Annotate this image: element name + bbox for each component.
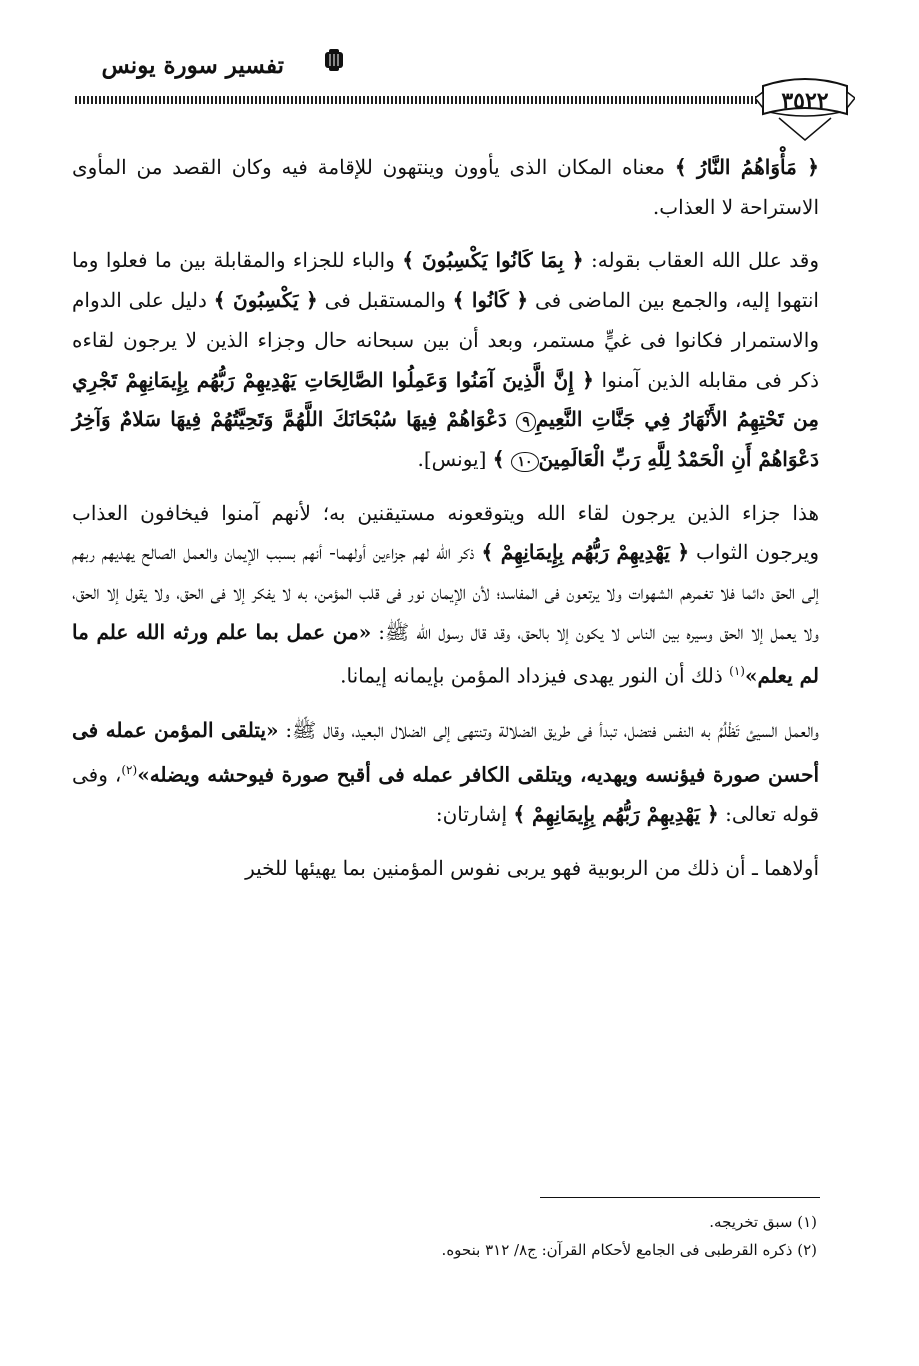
quran-verse: دَعْوَاهُمْ فِيهَا سُبْحَانَكَ اللَّهُمَّ وَتَحِيَّتُهُمْ فِيهَا سَلامٌ وَآخِرُ دَعْوَاهُمْ أَنِ الْحَمْدُ لِلَّهِ رَبِّ الْعَالَمِينَ [72, 407, 819, 471]
quran-verse: ﴿ إِنَّ الَّذِينَ آمَنُوا وَعَمِلُوا الصَّالِحَاتِ يَهْدِيهِمْ رَبُّهُم بِإِيمَانِهِمْ تَجْرِي مِن تَحْتِهِمُ الأَنْهَارُ فِي جَنَّاتِ النَّعِيمِ [72, 367, 819, 432]
hadith-quote: «يتلقى المؤمن عمله فى أحسن صورة فيؤنسه ويهديه، ويتلقى الكافر عمله فى أقبح صورة فيوحشه ويضله» [72, 717, 819, 787]
page-header [0, 0, 919, 140]
quran-verse: ﴿ يَكْسِبُونَ ﴾ [213, 288, 318, 313]
footnotes [120, 1208, 817, 1264]
footnote-rule [540, 1197, 820, 1198]
verse-number: ٩ [516, 412, 536, 432]
text-run: ، وفى قوله تعالى: [72, 762, 819, 826]
text-run: إشارتان: [435, 801, 514, 826]
quran-verse: ﴿ يَهْدِيهِمْ رَبُّهُم بِإِيمَانِهِمْ ﴾ [481, 540, 690, 565]
paragraph [72, 148, 819, 227]
page-number-badge [755, 62, 855, 142]
footnote-2: (٢) ذكره القرطبى فى الجامع لأحكام القرآن: ج٨/ ٣١٢ بنحوه. [441, 1241, 817, 1259]
text-run: هذا جزاء الذين يرجون لقاء الله ويتوقعونه مستيقنين به؛ لأنهم آمنوا فيخافون العذاب ويرجون الثواب [72, 500, 820, 565]
quran-verse: ﴿ كَانُوا ﴾ [452, 288, 529, 313]
paragraph [72, 494, 819, 697]
text-run: ذلك أن النور يهدى فيزداد المؤمن بإيمانه إيمانا. [340, 664, 730, 689]
text-run: ذكر الله لهم جزاءين أولهما- أنهم بسبب الإيمان والعمل الصالح يهديهم ربهم إلى الحق دائما فلا تغمرهم الشهوات ولا يرتعون فى المفاسد؛ لأن الإيمان نور فى قلب المؤمن، به لا يفكر إلا فى الحق، ولا يقول إلا الحق، ولا يعمل إلا الحق وسيره بين الناس لا يكون إلا بالحق، وقد قال رسول الله ﷺ: [72, 540, 819, 644]
verse-number: ١٠ [511, 452, 538, 472]
footnote-ref: (٢) [121, 762, 138, 777]
ornament-icon [323, 48, 345, 72]
page-number: ٣٥٢٢ [781, 88, 829, 114]
paragraph [72, 241, 819, 479]
quran-verse: ﴿ بِمَا كَانُوا يَكْسِبُونَ ﴾ [402, 248, 584, 273]
footnote-ref: (١) [729, 664, 745, 679]
quran-verse: ﴿ يَهْدِيهِمْ رَبُّهُم بِإِيمَانِهِمْ ﴾ [513, 801, 719, 826]
text-run: أولاهما ـ أن ذلك من الربوبية فهو يربى نفوس المؤمنين بما يهيئها للخير [245, 855, 819, 880]
text-run: والباء للجزاء والمقابلة بين ما فعلوا وما انتهوا إليه، والجمع بين الماضى فى [72, 248, 819, 313]
text-run: [يونس]. [417, 446, 493, 471]
paragraph [72, 711, 819, 835]
text-run: دليل على الدوام والاستمرار فكانوا فى غيٍّ مستمر، وبعد أن بين سبحانه حال وجزاء الذين لا يرجون لقاءه ذكر فى مقابله الذين آمنوا [72, 288, 819, 392]
hadith-quote: «من عمل بما علم ورثه الله علم ما لم يعلم» [72, 619, 819, 689]
quran-verse: ﴿ مَأْوَاهُمُ النَّارُ ﴾ [674, 155, 819, 179]
header-rule [75, 96, 758, 104]
text-run: والمستقبل فى [317, 288, 453, 313]
body-text [72, 148, 819, 1168]
text-run: معناه المكان الذى يأوون وينتهون للإقامة فيه وكان القصد من المأوى الاستراحة لا العذاب. [72, 155, 819, 219]
text-run: والعمل السيئ تَظْلُمُ به النفس فتضل، تبدأ فى طريق الضلالة وتنتهى إلى الضلال البعيد، وقال ﷺ: [278, 717, 819, 742]
quran-verse: ﴾ [492, 446, 512, 471]
footnote-1: (١) سبق تخريجه. [709, 1213, 817, 1231]
paragraph [72, 849, 819, 889]
text-run: وقد علل الله العقاب بقوله: [583, 248, 819, 273]
running-title: تفسير سورة يونس [101, 52, 284, 79]
